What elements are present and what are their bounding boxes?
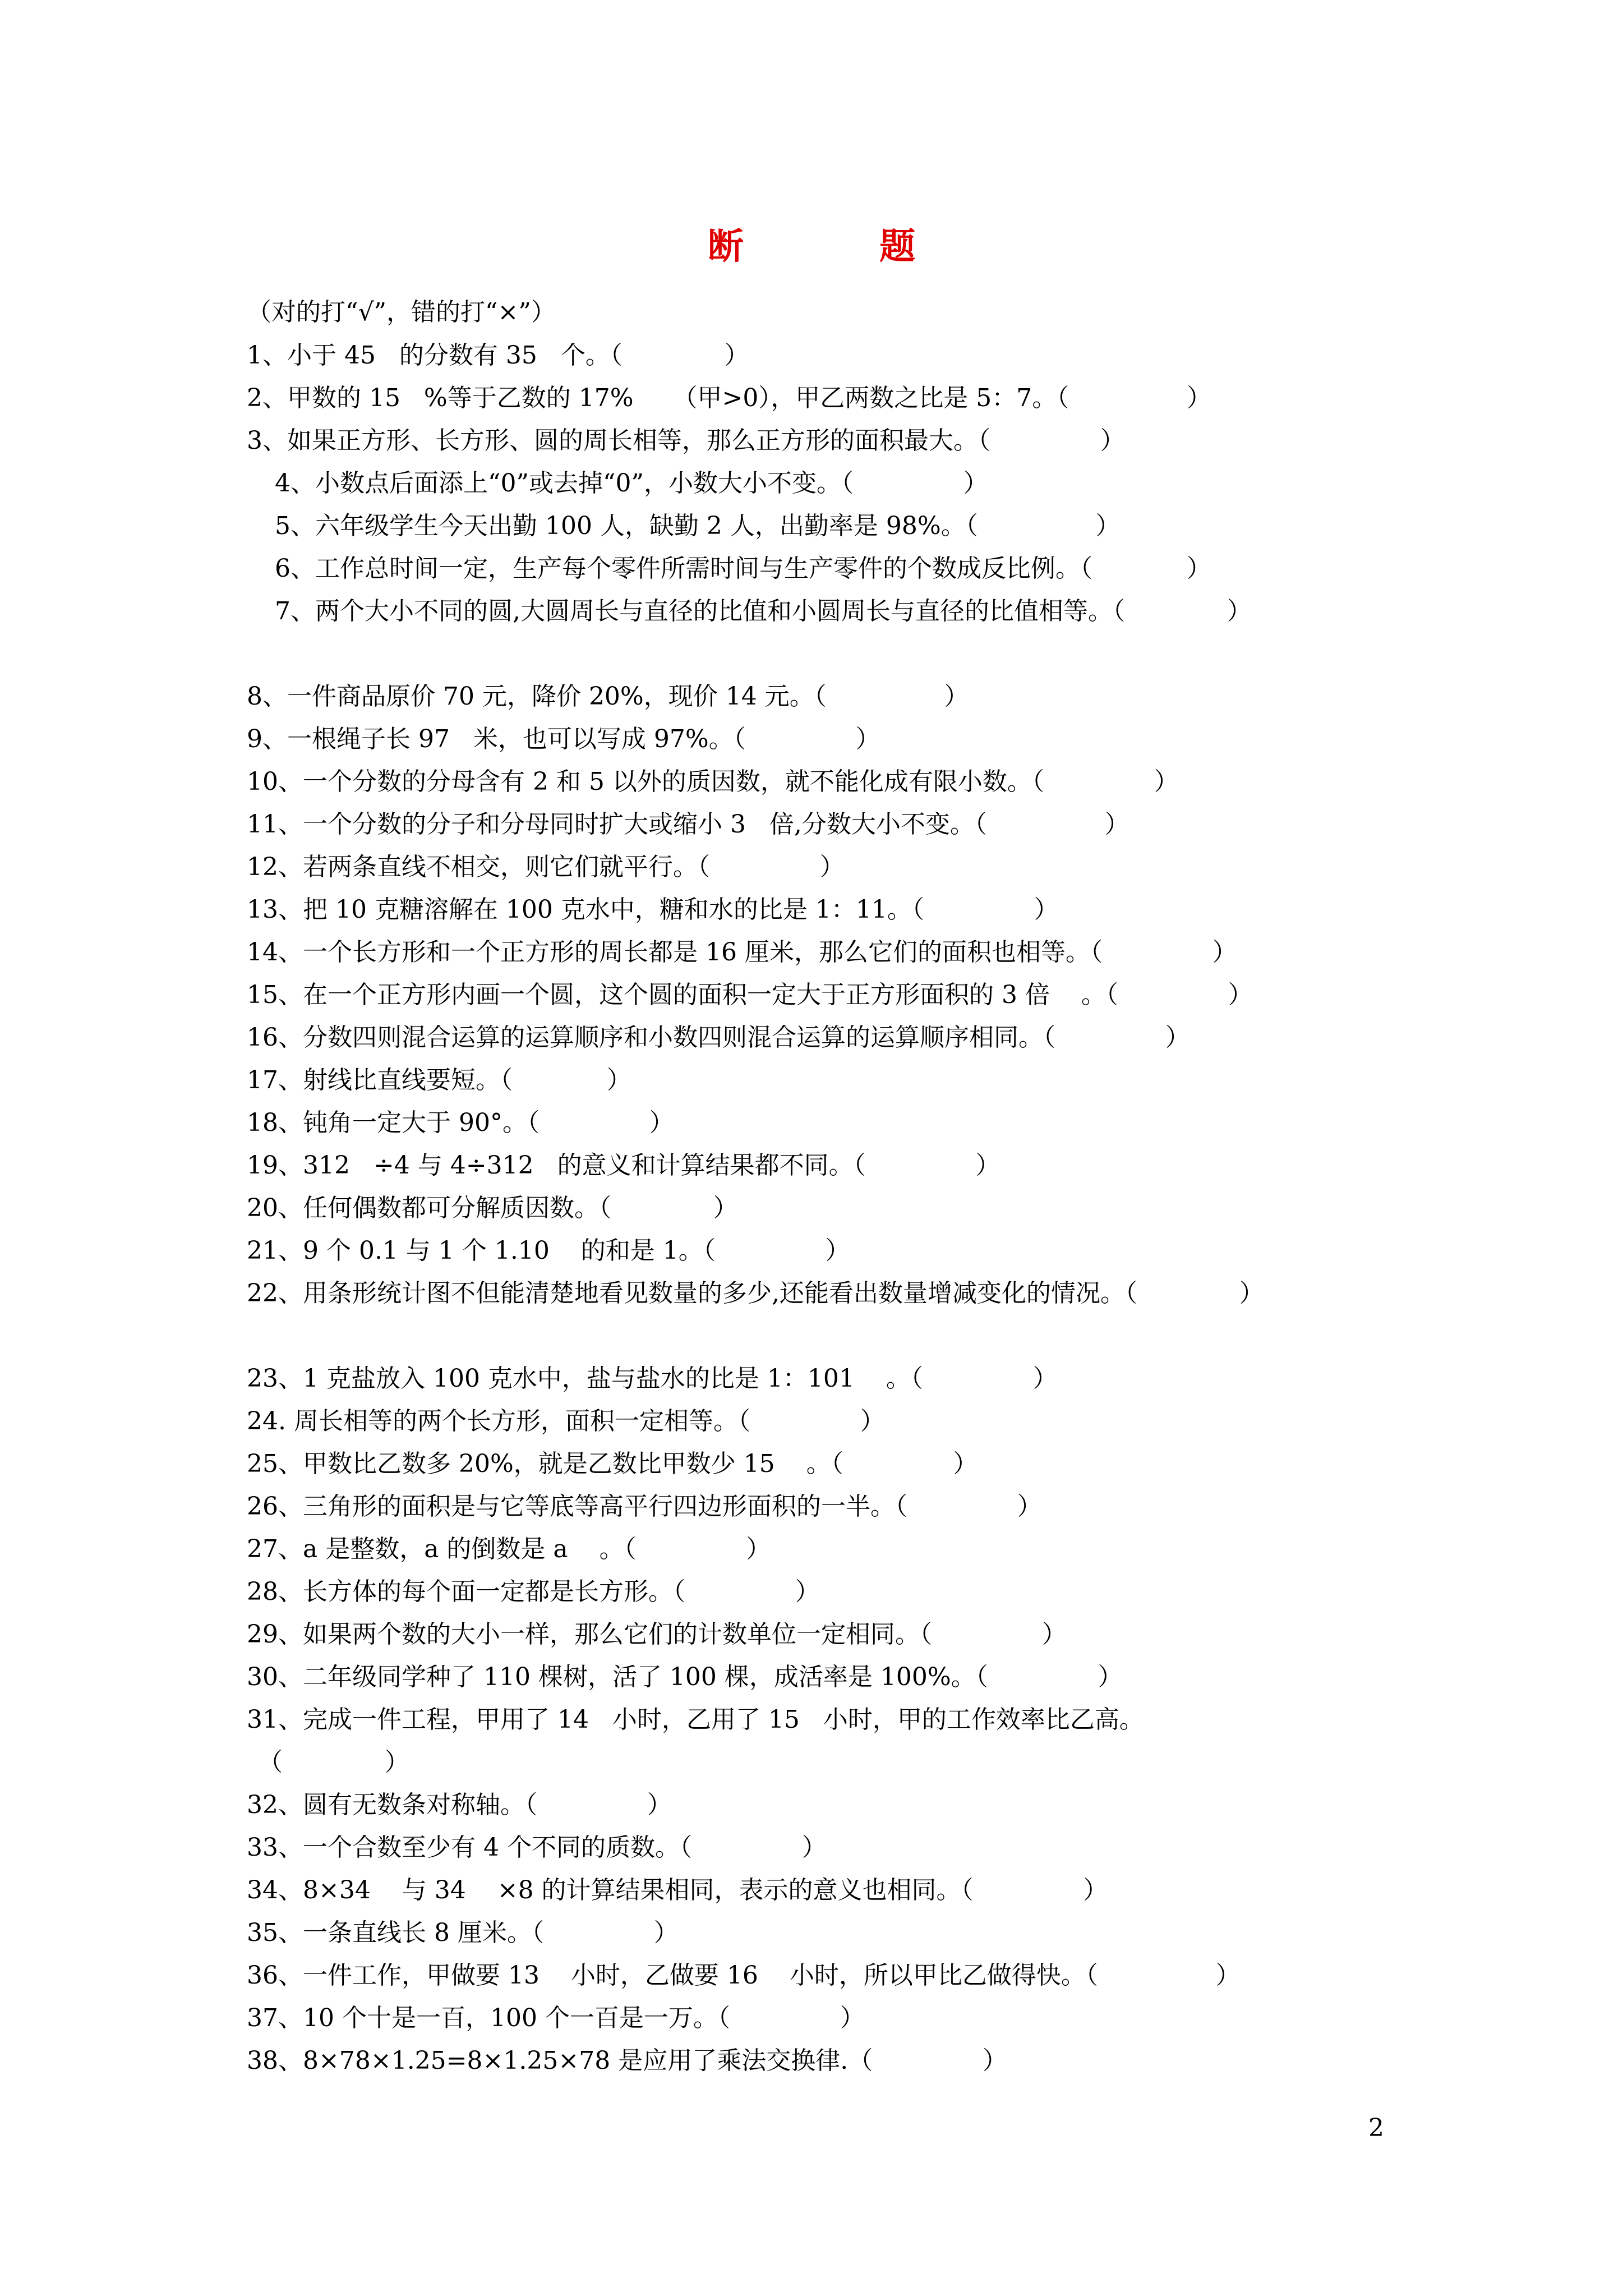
question-item: 35、一条直线长 8 厘米。（ ） [247,1918,679,1947]
question-item: 34、8×34 与 34 ×8 的计算结果相同，表示的意义也相同。（ ） [247,1876,1108,1904]
question-item: 8、一件商品原价 70 元，降价 20%，现价 14 元。（ ） [247,682,969,711]
question-item: 12、若两条直线不相交，则它们就平行。（ ） [247,853,845,881]
question-item: 5、六年级学生今天出勤 100 人，缺勤 2 人，出勤率是 98%。（ ） [275,512,1121,540]
question-item: 2、甲数的 15 %等于乙数的 17% （甲>0），甲乙两数之比是 5：7。（ ） [247,384,1212,412]
question-item: 32、圆有无数条对称轴。（ ） [247,1791,672,1819]
page-number: 2 [1368,2114,1384,2142]
question-item: 9、一根绳子长 97 米，也可以写成 97%。（ ） [247,725,880,753]
question-item: 4、小数点后面添上“0”或去掉“0”，小数大小不变。（ ） [275,469,988,498]
question-item: 19、312 ÷4 与 4÷312 的意义和计算结果都不同。（ ） [247,1151,1000,1180]
page-title: 断 题 [707,226,978,268]
question-item: 10、一个分数的分母含有 2 和 5 以外的质因数，就不能化成有限小数。（ ） [247,767,1179,796]
question-item: 33、一个合数至少有 4 个不同的质数。（ ） [247,1833,827,1862]
question-list [247,334,1413,2082]
question-item: 24. 周长相等的两个长方形，面积一定相等。（ ） [247,1407,885,1435]
question-item: 38、8×78×1.25=8×1.25×78 是应用了乘法交换律.（ ） [247,2046,1008,2075]
question-item: 27、a 是整数，a 的倒数是 a 。（ ） [247,1535,771,1563]
question-item: 30、二年级同学种了 110 棵树，活了 100 棵，成活率是 100%。（ ） [247,1663,1123,1691]
question-item: 11、一个分数的分子和分母同时扩大或缩小 3 倍,分数大小不变。（ ） [247,810,1129,839]
question-item: 36、一件工作，甲做要 13 小时，乙做要 16 小时，所以甲比乙做得快。（ ） [247,1961,1241,1990]
question-item: 15、在一个正方形内画一个圆，这个圆的面积一定大于正方形面积的 3 倍 。（ ） [247,981,1253,1009]
question-item: 26、三角形的面积是与它等底等高平行四边形面积的一半。（ ） [247,1492,1042,1521]
question-item: 25、甲数比乙数多 20%，就是乙数比甲数少 15 。（ ） [247,1450,978,1478]
question-item: 13、把 10 克糖溶解在 100 克水中，糖和水的比是 1：11。（ ） [247,895,1059,924]
question-item: 17、射线比直线要短。（ ） [247,1066,631,1094]
question-item: 18、钝角一定大于 90°。（ ） [247,1108,674,1137]
question-item: 7、两个大小不同的圆,大圆周长与直径的比值和小圆周长与直径的比值相等。（ ） [275,597,1252,625]
question-item: 22、用条形统计图不但能清楚地看见数量的多少,还能看出数量增减变化的情况。（ ） [247,1279,1264,1308]
instruction-text: （对的打“√”，错的打“×”） [247,298,556,326]
question-item-continuation: （ ） [258,1748,409,1777]
question-item: 20、任何偶数都可分解质因数。（ ） [247,1194,738,1222]
question-item: 14、一个长方形和一个正方形的周长都是 16 厘米，那么它们的面积也相等。（ ） [247,938,1237,967]
question-item: 29、如果两个数的大小一样，那么它们的计数单位一定相同。（ ） [247,1620,1067,1649]
question-item: 1、小于 45 的分数有 35 个。（ ） [247,341,749,370]
question-item: 31、完成一件工程，甲用了 14 小时，乙用了 15 小时，甲的工作效率比乙高。 [247,1705,1144,1734]
question-item: 28、长方体的每个面一定都是长方形。（ ） [247,1577,820,1606]
question-item: 16、分数四则混合运算的运算顺序和小数四则混合运算的运算顺序相同。（ ） [247,1023,1190,1052]
question-item: 21、9 个 0.1 与 1 个 1.10 的和是 1。（ ） [247,1236,850,1265]
question-item: 3、如果正方形、长方形、圆的周长相等，那么正方形的面积最大。（ ） [247,426,1125,455]
question-item: 23、1 克盐放入 100 克水中，盐与盐水的比是 1：101 。（ ） [247,1364,1058,1393]
question-item: 37、10 个十是一百，100 个一百是一万。（ ） [247,2004,865,2032]
question-item: 6、工作总时间一定，生产每个零件所需时间与生产零件的个数成反比例。（ ） [275,554,1211,583]
